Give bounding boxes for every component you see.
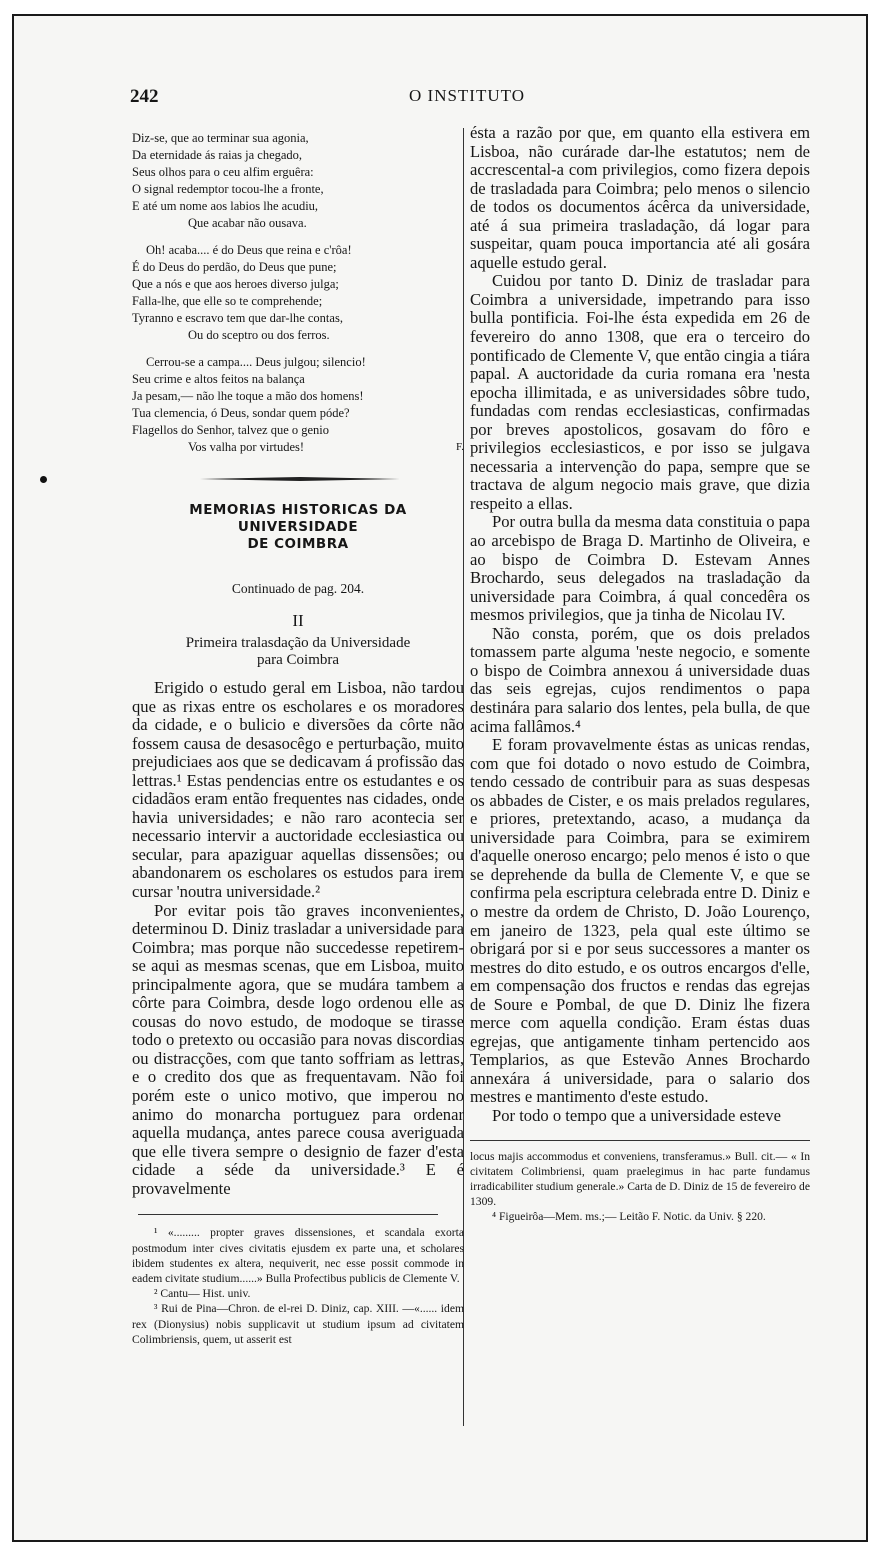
poem-line: Flagellos do Senhor, talvez que o genio bbox=[132, 423, 330, 437]
section-number: II bbox=[292, 611, 304, 630]
poem-line: Tyranno e escravo tem que dar-lhe contas, bbox=[132, 311, 343, 325]
continued-note: Continuado de pag. 204. bbox=[231, 581, 365, 596]
footnote: ² Cantu— Hist. univ. bbox=[154, 1287, 251, 1301]
footnote: ¹ «......... propter graves dissensiones, et scandala exorta postmodum inter cives civitatis ejusdem ex parte una, et scholares ibidem studentes ex altera, nequiverit, nec esse possit commode in eadem civitate studium......» Bulla Profectibus publicis de Clemente V. bbox=[132, 1226, 464, 1285]
poem-signature: F. bbox=[456, 441, 464, 453]
poem-line: O signal redemptor tocou-lhe a fronte, bbox=[132, 182, 324, 196]
left-column bbox=[132, 130, 464, 1347]
paragraph: Por todo o tempo que a universidade esteve bbox=[492, 1105, 781, 1125]
section-title-line: para Coimbra bbox=[256, 652, 340, 668]
page-number: 242 bbox=[130, 86, 159, 107]
article-title-line: DE COIMBRA bbox=[247, 536, 349, 552]
footnote: ⁴ Figueirôa—Mem. ms.;— Leitão F. Notic. da Univ. § 220. bbox=[492, 1210, 766, 1224]
paragraph: Erigido o estudo geral em Lisboa, não tardou que as rixas entre os escholares e os moradores da cidade, e o bulicio e diversões da côrte não fossem causa de desasocêgo e perturbação, muito prejudiciaes aos que se dedicavam á profissão das lettras.¹ Estas pendencias entre os estudantes e os cidadãos eram então frequentes nas cidades, onde havia universidades; e não raro acontecia ser necessario intervir a auctoridade ecclesiastica ou secular, para apaziguar aquellas dissensões; ou abandonarem os escholares os estudos para irem cursar 'noutra universidade.² bbox=[132, 678, 464, 902]
right-column bbox=[470, 124, 810, 1225]
poem-line: Cerrou-se a campa.... Deus julgou; silencio! bbox=[146, 355, 366, 369]
poem-line: Tua clemencia, ó Deus, sondar quem póde? bbox=[132, 406, 350, 420]
paragraph: E foram provavelmente éstas as unicas rendas, com que foi dotado o novo estudo de Coimbra, tendo cessado de contribuir para as suas despesas os abbades de Cister, e os mais prelados regulares, e priores, pretextando, acaso, a mudança da universidade para Coimbra, para se eximirem d'aquelle oneroso encargo; pelo menos é isto o que se deprehende da bulla de Clemente V, e que se confirma pela escriptura celebrada entre D. Diniz e o mestre da ordem de Christo, D. João Lourenço, em janeiro de 1323, pela qual este último se obrigará por si e por seus successores a manter os mestres do dito estudo, e os outros encargos d'elle, em compensação dos fructos e rendas das egrejas de Soure e Pombal, de que D. Diniz lhe fizera merce com aquella condição. Eram éstas duas egrejas, que antigamente tinham pertencido aos Templarios, as que Estevão Annes Brochardo annexára á universidade, para o salario dos mestres e mantimento d'este estudo. bbox=[470, 735, 810, 1107]
footnotes-continued bbox=[470, 1140, 810, 1225]
poem-stanza bbox=[132, 242, 464, 344]
poem-line: Que acabar não ousava. bbox=[188, 216, 307, 230]
running-title: O INSTITUTO bbox=[409, 86, 525, 105]
poem-line: É do Deus do perdão, do Deus que pune; bbox=[132, 260, 337, 274]
article-title-line: MEMORIAS HISTORICAS DA UNIVERSIDADE bbox=[189, 502, 407, 535]
poem-line: Seu crime e altos feitos na balança bbox=[132, 372, 305, 386]
poem-last-line: Vos valha por virtudes! bbox=[188, 440, 305, 454]
paragraph: Por evitar pois tão graves inconvenientes, determinou D. Diniz trasladar a universidade para Coimbra; mas porque não succedesse repetirem-se aqui as mesmas scenas, que em Lisboa, muito principalmente agora, que se mudára tambem a côrte para Coimbra, desde logo ordenou elle as cousas do novo estudo, de modoque se tirasse todo o pretexto ou occasião para novas discordias ou distracções, com que tanto soffriam as lettras, e o credito dos que as frequentavam. Não foi porém este o unico motivo, que imperou no animo do monarcha portuguez para ordenar aquella mudança, antes parece cousa averiguada que elle tivera sempre o designio de fazer d'esta cidade a séde da universidade.³ E é provavelmente bbox=[132, 900, 464, 1198]
newspaper-page bbox=[12, 14, 868, 1542]
poem-line: E até um nome aos labios lhe acudiu, bbox=[132, 199, 319, 213]
footnote-rule bbox=[138, 1214, 438, 1215]
poem-line: Oh! acaba.... é do Deus que reina e c'rôa! bbox=[146, 243, 352, 257]
poem-stanza bbox=[132, 130, 464, 232]
poem-line: Seus olhos para o ceu alfim erguêra: bbox=[132, 165, 314, 179]
poem-line: Falla-lhe, que elle so te comprehende; bbox=[132, 294, 323, 308]
poem-line: Ou do sceptro ou dos ferros. bbox=[188, 328, 330, 342]
poem-line: Diz-se, que ao terminar sua agonia, bbox=[132, 131, 309, 145]
section-title-line: Primeira tralasdação da Universidade bbox=[185, 635, 411, 651]
poem-line: Ja pesam,— não lhe toque a mão dos homens! bbox=[132, 389, 364, 403]
poem-stanza bbox=[132, 354, 464, 456]
right-body-text bbox=[470, 124, 810, 1126]
paragraph: Cuidou por tanto D. Diniz de trasladar para Coimbra a universidade, impetrando para isso bulla pontificia. Foi-lhe ésta expedida em 26 de fevereiro do anno 1308, que era o terceiro do pontificado de Clemente V, que então cingia a tiára papal. A auctoridade da curia romana era 'nesta epocha illimitada, e as universidades sôbre tudo, fundadas com rendas ecclesiasticas, confirmadas por breves apostolicos, gosavam do fôro e privilegios ecclesiasticos, e por isso se julgava necessaria a intervenção do papa, sempre que se tractava de algum negocio mais grave, que dizia respeito a ellas. bbox=[470, 271, 810, 513]
ornamental-rule bbox=[200, 474, 400, 484]
section-title bbox=[132, 635, 464, 669]
footnote: locus majis accommodus et conveniens, transferamus.» Bull. cit.— « In civitatem Colimbriensi, quam praelegimus in hac parte fundamus irradicabiliter studium generale.» Carta de D. Diniz de 15 de fevereiro de 1309. bbox=[470, 1149, 810, 1209]
poem-line: Que a nós e que aos heroes diverso julga; bbox=[132, 277, 339, 291]
paragraph: Por outra bulla da mesma data constituia o papa ao arcebispo de Braga D. Martinho de Oliveira, e ao bispo de Coimbra D. Estevam Annes Brochardo, seus delegados na trasladação da universidade para Coimbra, á qual concedêra os mesmos privilegios, que ja tinha de Nicolau IV. bbox=[470, 512, 810, 625]
poem bbox=[132, 130, 464, 456]
paragraph: ésta a razão por que, em quanto ella estivera em Lisboa, não curárade dar-lhe estatutos; nem de accrescental-a com privilegios, como fizera depois de trasladada para Coimbra; pelo menos o silencio de todos os documentos ácêrca da universidade, até á sua primeira trasladação, dá logar para suspeitar, quam pouca importancia até ali gosára aquelle estudo geral. bbox=[470, 123, 810, 272]
margin-dot bbox=[40, 476, 47, 483]
footnote: ³ Rui de Pina—Chron. de el-rei D. Diniz, cap. XIII. —«...... idem rex (Dionysius) nobis supplicavit ut studium ipsum ad civitatem Colimbriensis, quem, ut asserit est bbox=[132, 1302, 464, 1346]
poem-line: Da eternidade ás raias ja chegado, bbox=[132, 148, 303, 162]
paragraph: Não consta, porém, que os dois prelados tomassem parte alguma 'neste negocio, e somente o bispo de Coimbra annexou á universidade duas das seis egrejas, cujos rendimentos o papa destinára para salario dos lentes, pela bulla, de que acima fallâmos.⁴ bbox=[470, 623, 810, 736]
article-title bbox=[132, 502, 464, 553]
running-header bbox=[14, 86, 866, 114]
poem-line bbox=[132, 439, 464, 456]
left-body-text bbox=[132, 679, 464, 1198]
